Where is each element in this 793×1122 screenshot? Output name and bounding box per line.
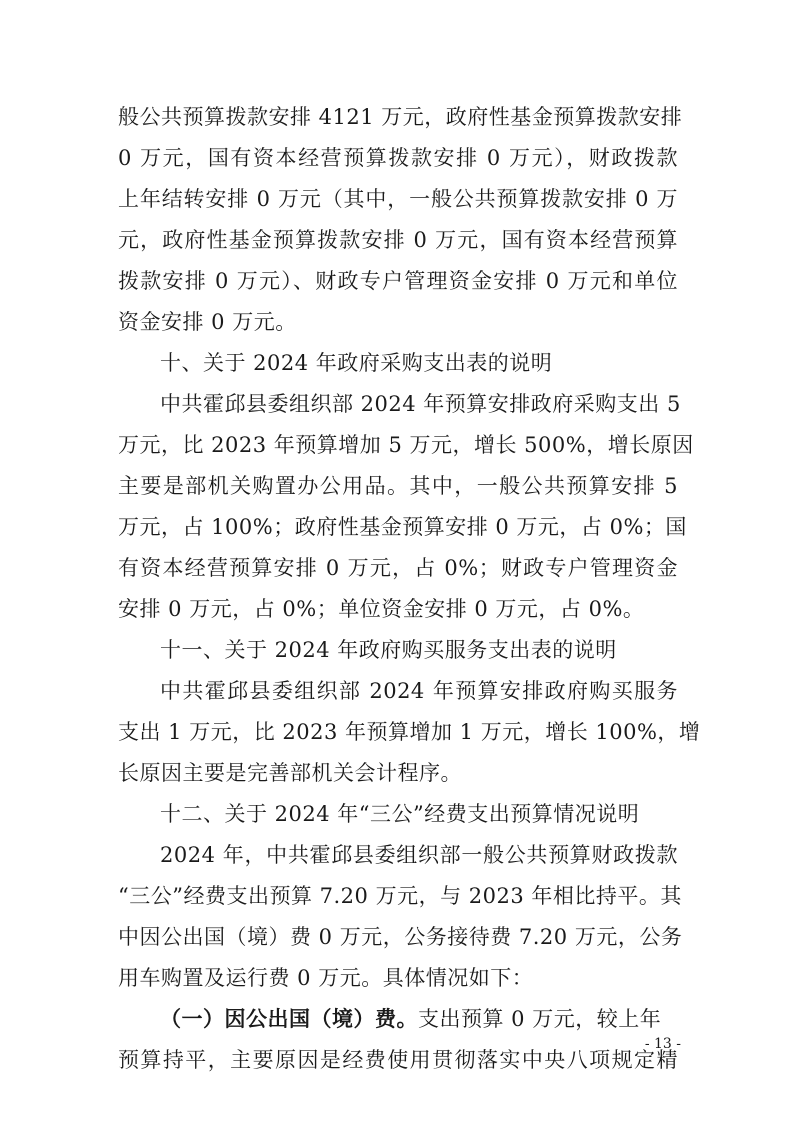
paragraph-line: 用车购置及运行费 0 万元。具体情况如下： bbox=[118, 966, 534, 990]
paragraph-line: 中共霍邱县委组织部 2024 年预算安排政府购买服务 bbox=[160, 679, 678, 703]
paragraph-line: “三公”经费支出预算 7.20 万元，与 2023 年相比持平。其 bbox=[118, 884, 682, 908]
paragraph-line: 上年结转安排 0 万元（其中，一般公共预算拨款安排 0 万 bbox=[118, 187, 678, 211]
paragraph-line: 2024 年，中共霍邱县委组织部一般公共预算财政拨款 bbox=[160, 843, 678, 867]
paragraph-text: 支出预算 0 万元，较上年 bbox=[418, 1007, 662, 1031]
paragraph-line: 万元，占 100%；政府性基金预算安排 0 万元，占 0%；国 bbox=[118, 515, 687, 539]
paragraph-line: 拨款安排 0 万元）、财政专户管理资金安排 0 万元和单位 bbox=[118, 269, 678, 293]
paragraph-line: 中共霍邱县委组织部 2024 年预算安排政府采购支出 5 bbox=[160, 392, 681, 416]
paragraph-line: 元，政府性基金预算拨款安排 0 万元，国有资本经营预算 bbox=[118, 228, 678, 252]
paragraph-line: 0 万元，国有资本经营预算拨款安排 0 万元），财政拨款 bbox=[118, 146, 678, 170]
page-number: - 13 - bbox=[644, 1036, 681, 1052]
section-heading-12: 十二、关于 2024 年“三公”经费支出预算情况说明 bbox=[160, 802, 640, 826]
paragraph-line: 安排 0 万元，占 0%；单位资金安排 0 万元，占 0%。 bbox=[118, 597, 645, 621]
section-heading-10: 十、关于 2024 年政府采购支出表的说明 bbox=[160, 351, 553, 375]
paragraph-line: 支出 1 万元，比 2023 年预算增加 1 万元，增长 100%，增 bbox=[118, 720, 701, 744]
subsection-heading: （一）因公出国（境）费。 bbox=[160, 1006, 418, 1031]
paragraph-line: 有资本经营预算安排 0 万元，占 0%；财政专户管理资金 bbox=[118, 556, 678, 580]
paragraph-line: 资金安排 0 万元。 bbox=[118, 310, 297, 334]
paragraph-line bbox=[160, 1004, 678, 1034]
paragraph-line: 中因公出国（境）费 0 万元，公务接待费 7.20 万元，公务 bbox=[118, 925, 683, 949]
paragraph-line: 长原因主要是完善部机关会计程序。 bbox=[118, 761, 462, 785]
paragraph-line: 主要是部机关购置办公用品。其中，一般公共预算安排 5 bbox=[118, 474, 678, 498]
paragraph-line: 预算持平，主要原因是经费使用贯彻落实中央八项规定精 bbox=[118, 1048, 678, 1072]
paragraph-line: 万元，比 2023 年预算增加 5 万元，增长 500%，增长原因 bbox=[118, 433, 694, 457]
section-heading-11: 十一、关于 2024 年政府购买服务支出表的说明 bbox=[160, 638, 617, 662]
paragraph-line: 般公共预算拨款安排 4121 万元，政府性基金预算拨款安排 bbox=[118, 105, 683, 129]
